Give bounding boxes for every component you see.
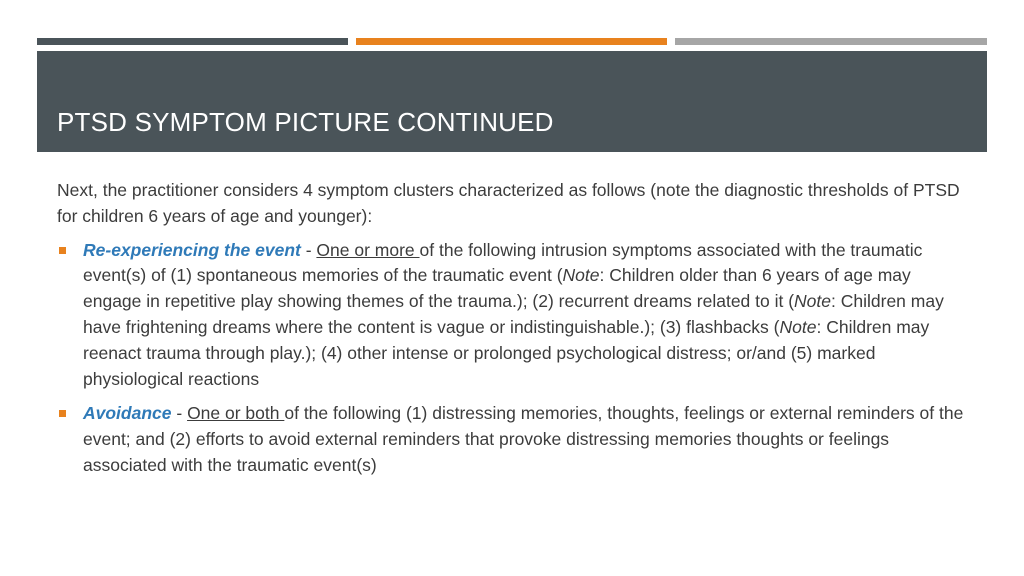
bullet-marker-icon xyxy=(59,410,66,417)
accent-bar-orange xyxy=(356,38,667,45)
note-label: Note xyxy=(562,265,600,286)
bullet-text: : Children may have frightening dreams where the content is vague or indistinguishable.); (3) flashbacks ( xyxy=(83,291,944,337)
bullet-qualifier: One or more xyxy=(316,239,420,260)
bullet-text: of the following intrusion symptoms associated with the traumatic event(s) of (1) spontaneous memories of the traumatic event ( xyxy=(83,239,923,286)
accent-bar-gray xyxy=(675,38,987,45)
bullet-avoidance xyxy=(57,401,967,478)
bullet-marker-icon xyxy=(59,247,66,254)
bullet-term: Avoidance xyxy=(83,403,172,424)
bullet-separator: - xyxy=(300,239,317,260)
bullet-text: : Children may reenact trauma through play.); (4) other intense or prolonged psychological distress; or/and (5) marked physiological reactions xyxy=(83,316,930,389)
slide-title: PTSD SYMPTOM PICTURE CONTINUED xyxy=(57,107,554,137)
bullet-reexperiencing xyxy=(57,238,967,393)
bullet-term: Re-experiencing the event xyxy=(83,239,301,260)
bullet-text: : Children older than 6 years of age may engage in repetitive play showing themes of the trauma.); (2) recurrent dreams related to it ( xyxy=(83,265,911,312)
bullet-text: of the following (1) distressing memories, thoughts, feelings or external reminders of the event; and (2) efforts to avoid external reminders that provoke distressing memories thoughts or feelings associated with the traumatic event(s) xyxy=(83,403,964,475)
title-band xyxy=(37,51,987,152)
bullet-qualifier: One or both xyxy=(187,403,285,424)
slide-content xyxy=(57,178,967,488)
note-label: Note xyxy=(794,291,832,312)
note-label: Note xyxy=(779,316,817,337)
intro-paragraph: Next, the practitioner considers 4 symptom clusters characterized as follows (note the diagnostic thresholds of PTSD for children 6 years of age and younger): xyxy=(57,180,960,226)
bullet-separator: - xyxy=(171,403,188,424)
accent-bar-dark xyxy=(37,38,348,45)
